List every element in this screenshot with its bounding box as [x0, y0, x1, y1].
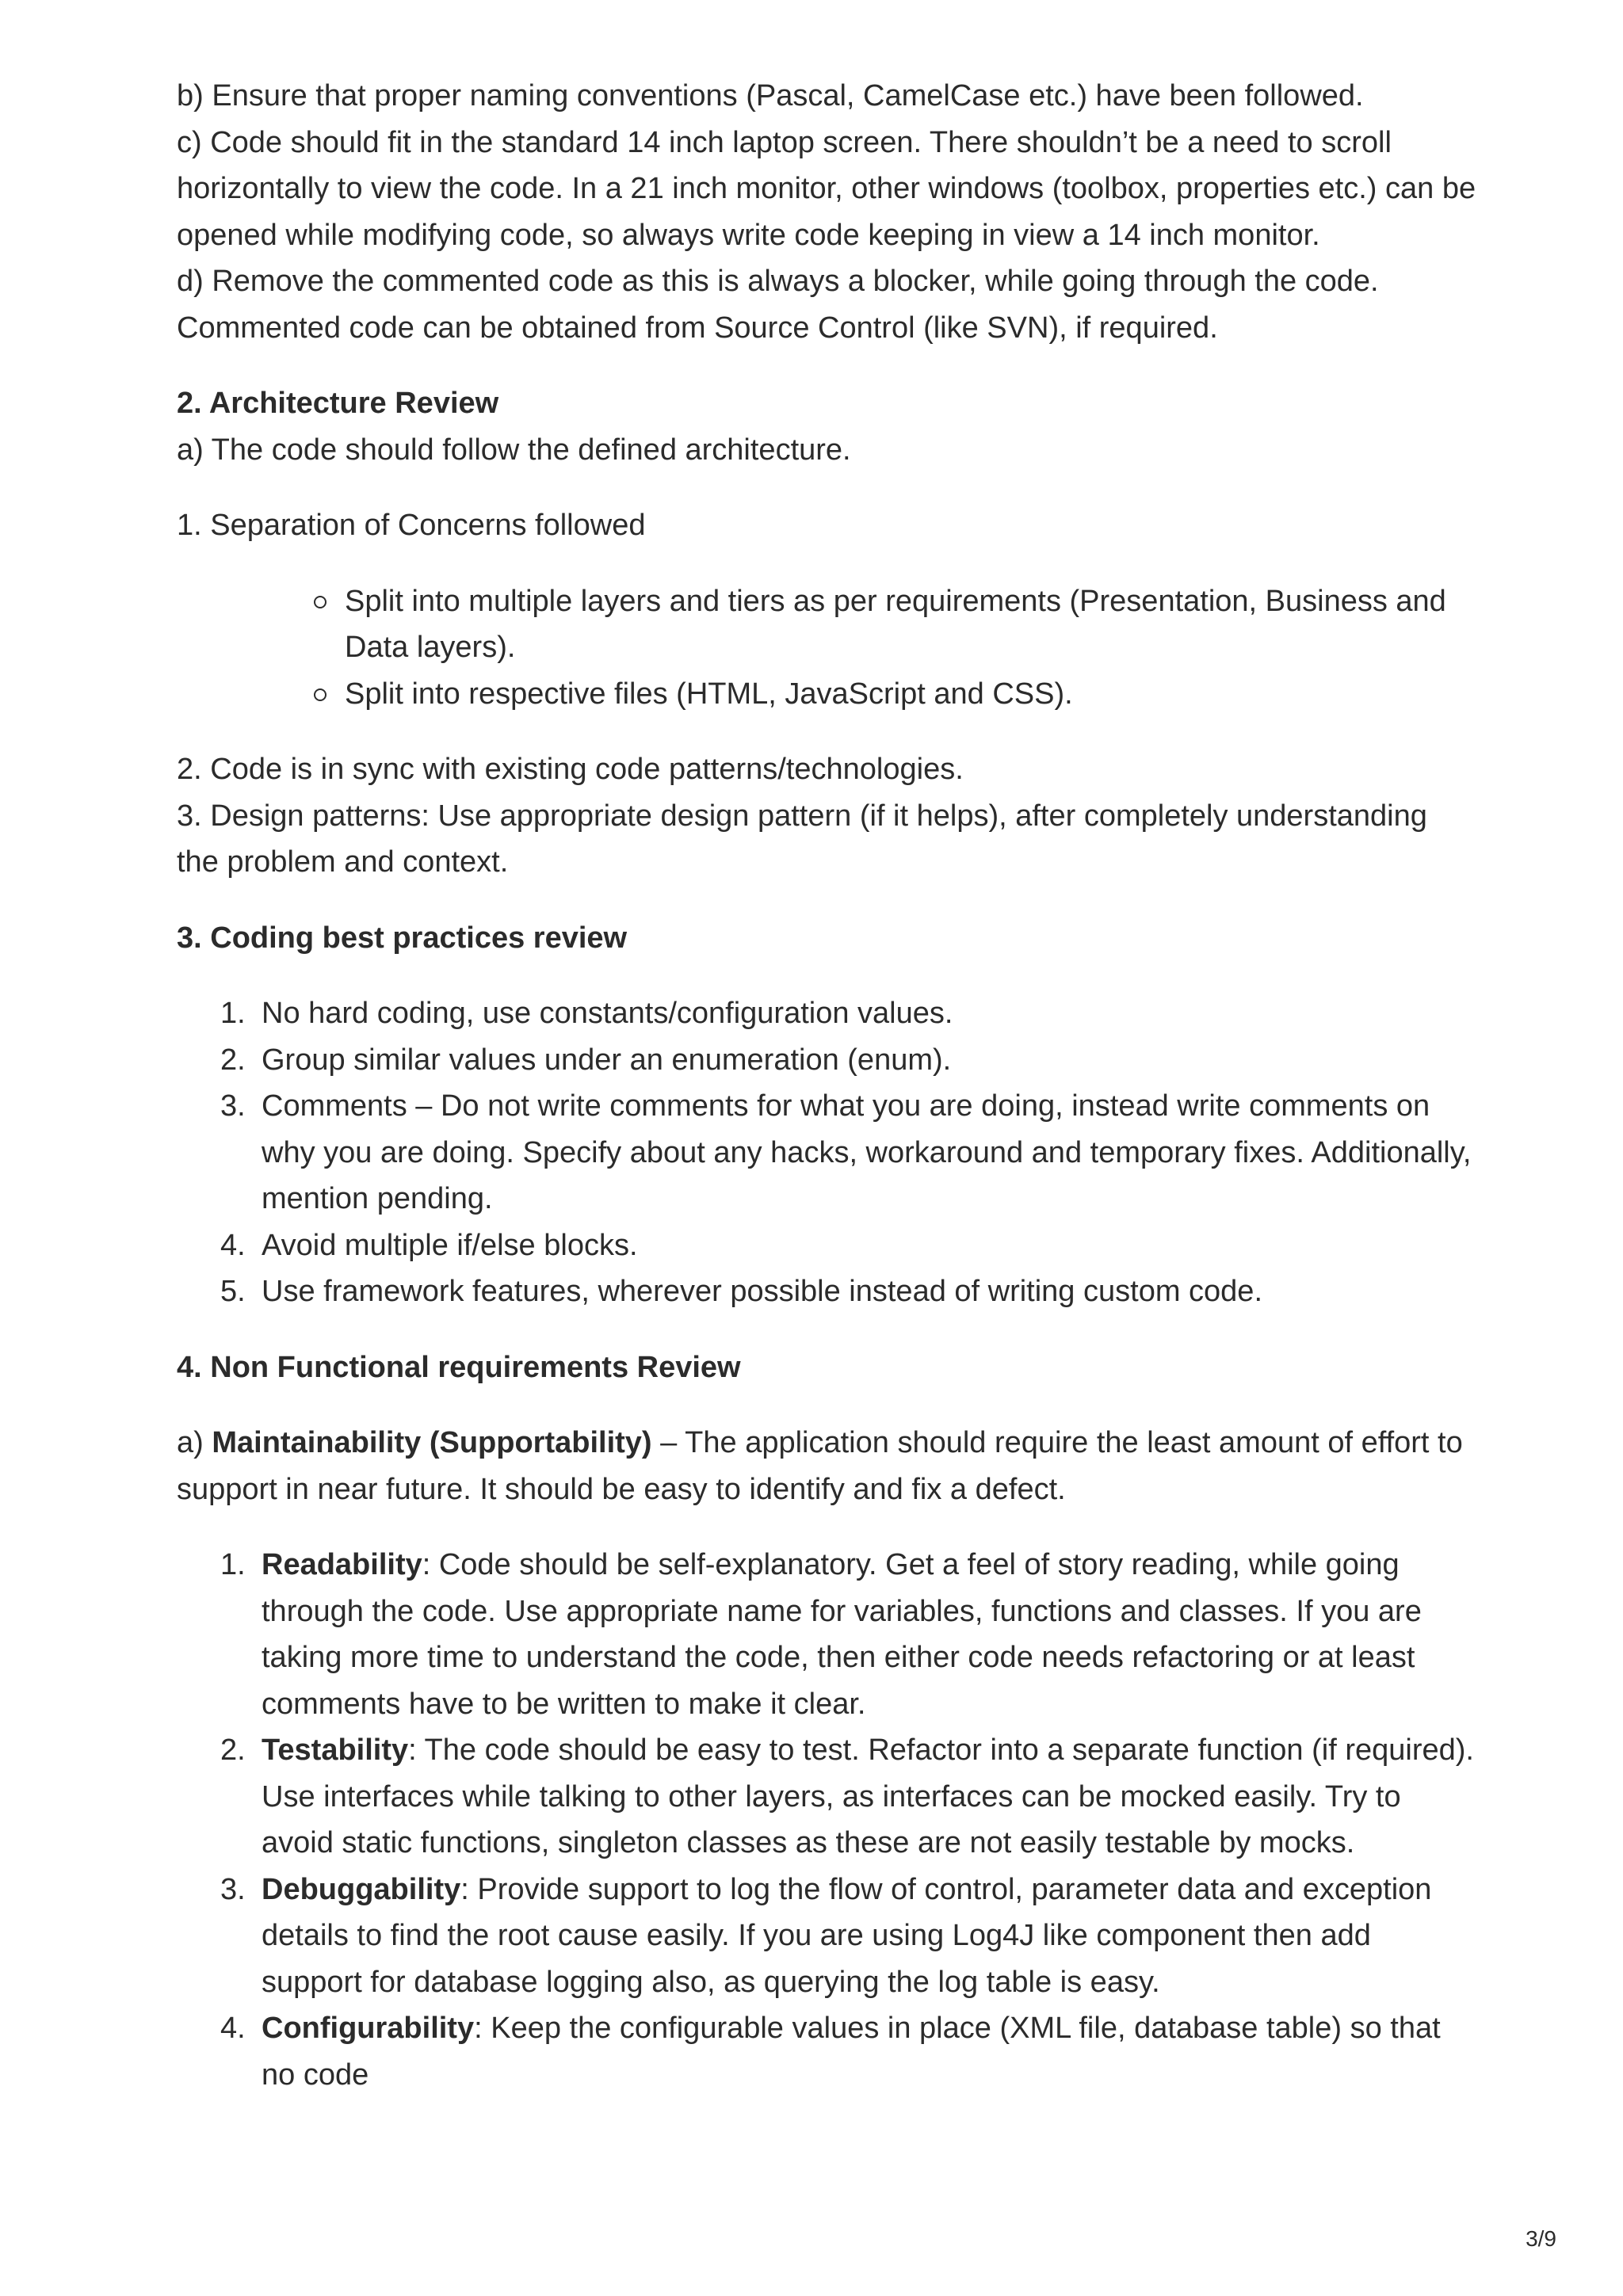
list-item — [177, 1867, 1476, 2006]
maintainability-prefix: a) — [177, 1426, 212, 1459]
list-number: 3. — [220, 1872, 246, 1906]
paragraph-commented-code: d) Remove the commented code as this is always a blocker, while going through the code. Commented code can be obtained from Source Control (like SVN), if required. — [177, 265, 1379, 345]
bullet-list-separation — [177, 578, 1476, 718]
list-item — [177, 1542, 1476, 1727]
list-number: 5. — [220, 1275, 246, 1308]
paragraph-separation-of-concerns: 1. Separation of Concerns followed — [177, 509, 646, 542]
paragraph-code-in-sync: 2. Code is in sync with existing code patterns/technologies. — [177, 753, 964, 786]
list-number: 4. — [220, 1228, 246, 1262]
list-item-text: Group similar values under an enumeration (enum). — [262, 1043, 952, 1077]
document-page — [177, 73, 1476, 2098]
list-number: 3. — [220, 1089, 246, 1123]
list-item-text: Comments – Do not write comments for what you are doing, instead write comments on why you are doing. Specify about any hacks, workaround and temporary fixes. Additionally, mention pending. — [262, 1089, 1472, 1215]
heading-architecture-review: 2. Architecture Review — [177, 387, 499, 420]
heading-non-functional-requirements: 4. Non Functional requirements Review — [177, 1350, 741, 1384]
list-number: 1. — [220, 997, 246, 1030]
list-item-text: : The code should be easy to test. Refactor into a separate function (if required). Use interfaces while talking to other layers, as interfaces can be mocked easily. Try to avoid static functions, singleton classes as these are not easily testable by mocks. — [262, 1733, 1474, 1859]
list-item-text: Use framework features, wherever possible instead of writing custom code. — [262, 1275, 1262, 1308]
list-number: 2. — [220, 1733, 246, 1767]
paragraph-screen-fit: c) Code should fit in the standard 14 inch laptop screen. There shouldn’t be a need to scroll horizontally to view the code. In a 21 inch monitor, other windows (toolbox, properties etc.) can be opened while modifying code, so always write code keeping in view a 14 inch monitor. — [177, 125, 1476, 252]
list-item: Split into multiple layers and tiers as per requirements (Presentation, Business and Data layers). — [345, 578, 1476, 671]
list-item — [177, 990, 1476, 1037]
list-number: 1. — [220, 1548, 246, 1581]
list-item-term: Testability — [262, 1733, 409, 1767]
list-number: 4. — [220, 2012, 246, 2045]
numbered-list-maintainability — [177, 1542, 1476, 2098]
numbered-list-coding-practices — [177, 990, 1476, 1315]
maintainability-text: – The application should require the least amount of effort to support in near future. It should be easy to identify and fix a defect. — [177, 1426, 1463, 1506]
list-item — [177, 1222, 1476, 1269]
list-item-term: Configurability — [262, 2012, 475, 2045]
list-item-text: : Provide support to log the flow of control, parameter data and exception details to find the root cause easily. If you are using Log4J like component then add support for database logging also, as querying the log table is easy. — [262, 1872, 1432, 1999]
maintainability-label: Maintainability (Supportability) — [212, 1426, 652, 1459]
list-item-term: Debuggability — [262, 1872, 461, 1906]
paragraph-naming-conventions: b) Ensure that proper naming conventions (Pascal, CamelCase etc.) have been followed. — [177, 79, 1364, 113]
paragraph-maintainability — [177, 1420, 1476, 1512]
list-item — [177, 1083, 1476, 1222]
list-number: 2. — [220, 1043, 246, 1077]
list-item-text: : Keep the configurable values in place (XML file, database table) so that no code — [262, 2012, 1441, 2092]
list-item-term: Readability — [262, 1548, 422, 1581]
heading-coding-best-practices: 3. Coding best practices review — [177, 921, 628, 955]
list-item: Split into respective files (HTML, JavaScript and CSS). — [345, 671, 1476, 718]
list-item-text: No hard coding, use constants/configuration values. — [262, 997, 953, 1030]
list-item — [177, 1727, 1476, 1867]
page-number: 3/9 — [1526, 2226, 1556, 2251]
list-item — [177, 1037, 1476, 1084]
list-item-text: : Code should be self-explanatory. Get a feel of story reading, while going through the code. Use appropriate name for variables, functions and classes. If you are taking more time to understand the code, then either code needs refactoring or at least comments have to be written to make it clear. — [262, 1548, 1422, 1721]
paragraph-architecture-intro: a) The code should follow the defined architecture. — [177, 433, 851, 467]
list-item-text: Avoid multiple if/else blocks. — [262, 1228, 638, 1262]
list-item — [177, 1268, 1476, 1315]
list-item — [177, 2005, 1476, 2098]
paragraph-design-patterns: 3. Design patterns: Use appropriate design pattern (if it helps), after completely understanding the problem and context. — [177, 799, 1427, 879]
